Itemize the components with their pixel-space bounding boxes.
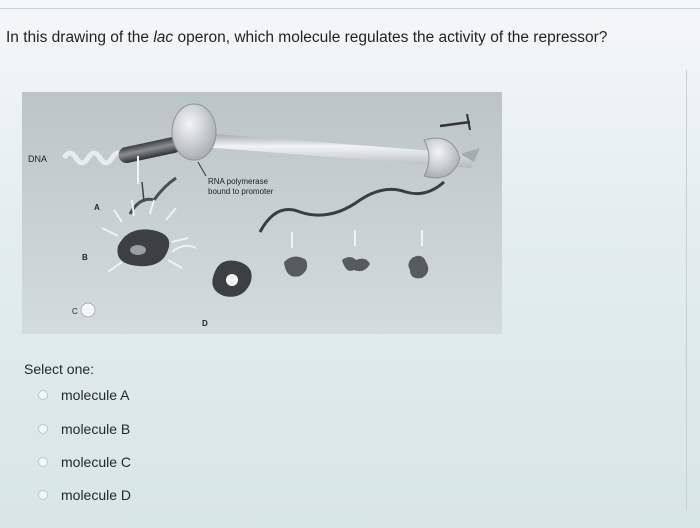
molecule-b-site	[130, 245, 146, 255]
question-text-part2: operon, which molecule regulates the activity of the repressor?	[173, 29, 608, 46]
right-divider	[686, 70, 687, 510]
option-label-molecule-b: molecule B	[61, 421, 131, 437]
option-label-molecule-c: molecule C	[61, 454, 132, 470]
option-molecule-a[interactable]	[38, 384, 178, 406]
lac-operon-illustration	[22, 92, 502, 334]
label-b: B	[82, 253, 88, 262]
polymerase-label-line1: RNA polymerase	[208, 177, 269, 186]
label-c: C	[72, 307, 78, 316]
option-label-molecule-a: molecule A	[61, 387, 130, 403]
molecule-c-inducer	[81, 303, 95, 317]
option-molecule-d[interactable]	[38, 484, 178, 506]
rna-polymerase-shape	[172, 104, 216, 160]
radio-molecule-b[interactable]	[38, 424, 48, 434]
select-one-prompt: Select one:	[24, 361, 95, 377]
radio-molecule-c[interactable]	[38, 457, 48, 467]
radio-molecule-a[interactable]	[38, 390, 48, 400]
option-molecule-c[interactable]	[38, 451, 178, 473]
question-text-part1: In this drawing of the	[6, 29, 154, 46]
polymerase-label-line2: bound to promoter	[208, 187, 274, 196]
option-molecule-b[interactable]	[38, 418, 178, 440]
figure-background	[22, 92, 502, 334]
molecule-d-inducer	[226, 274, 238, 286]
top-divider	[0, 8, 700, 9]
radio-molecule-d[interactable]	[38, 490, 48, 500]
question-text	[6, 28, 696, 48]
label-a: A	[94, 203, 100, 212]
question-text-italic: lac	[153, 29, 174, 46]
lac-operon-figure	[22, 92, 502, 334]
label-d: D	[202, 319, 208, 328]
option-label-molecule-d: molecule D	[61, 487, 132, 503]
dna-label: DNA	[28, 154, 48, 164]
